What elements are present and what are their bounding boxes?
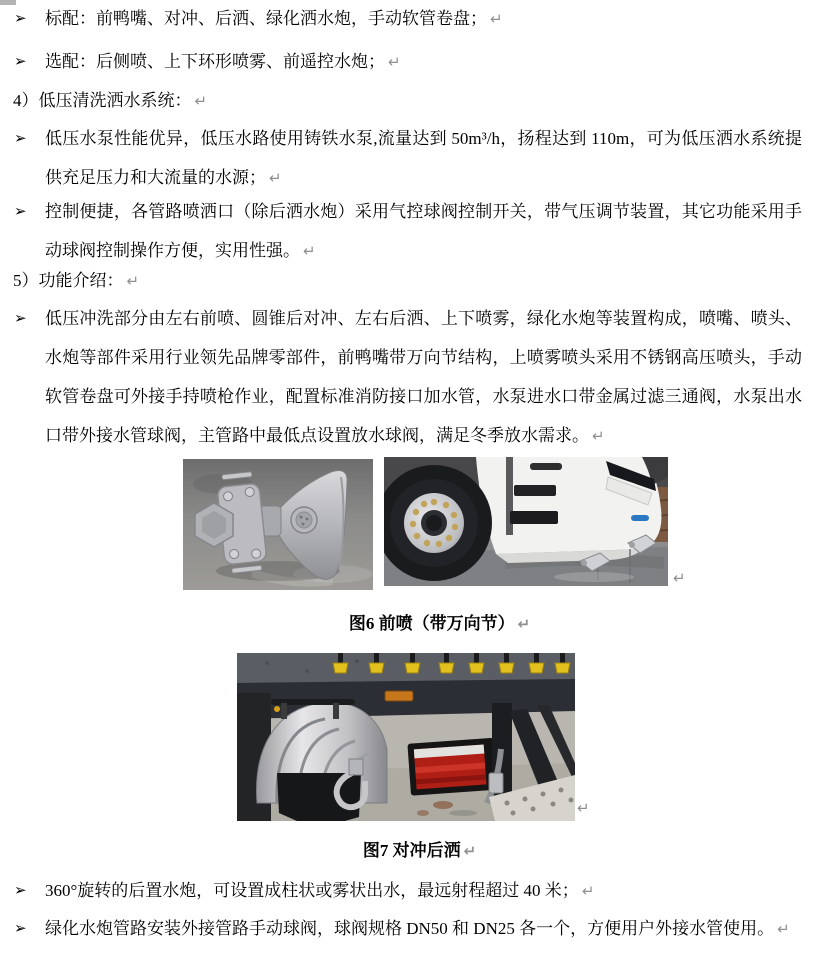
bullet-arrow-icon: ➢ — [14, 129, 27, 147]
bullet-item-washing-description — [0, 299, 819, 456]
bullet-item-control-convenience — [0, 192, 819, 271]
paragraph-text: 低压冲洗部分由左右前喷、圆锥后对冲、左右后洒、上下喷雾，绿化水炮等装置构成，喷嘴、喷头、水炮等部件采用行业领先品牌零部件，前鸭嘴带万向节结构，上喷雾喷头采用不锈钢高压喷头，手动软管卷盘可外接手持喷枪作业，配置标准消防接口加水管，水泵进水口带金属过滤三通阀，水泵出水口带外接水管球阀，主管路中最低点设置放水球阀，满足冬季放水需求。 — [45, 309, 802, 445]
bullet-arrow-icon: ➢ — [14, 202, 27, 220]
paragraph-mark-icon: ↵ — [581, 882, 595, 900]
bullet-item-standard-config — [0, 0, 819, 39]
section-heading-5 — [13, 261, 803, 301]
paragraph-text: 控制便捷，各管路喷洒口（除后洒水炮）采用气控球阀控制开关，带气压调节装置，其它功能采用手动球阀控制操作方便，实用性强。 — [45, 202, 802, 260]
paragraph-text: 低压水泵性能优异，低压水路使用铸铁水泵,流量达到 50m³/h，扬程达到 110m，可为低压洒水系统提供充足压力和大流量的水源； — [45, 129, 802, 187]
paragraph-mark-icon: ↵ — [194, 92, 208, 110]
figure6-caption — [30, 611, 819, 637]
paragraph-mark-icon: ↵ — [463, 842, 477, 860]
paragraph-mark-icon: ↵ — [388, 53, 401, 71]
figure7-rear-chassis-photo — [237, 653, 575, 821]
paragraph-mark-icon: ↵ — [303, 242, 316, 260]
bullet-arrow-icon: ➢ — [14, 52, 27, 70]
paragraph-text: 360°旋转的后置水炮，可设置成柱状或雾状出水，最远射程超过 40 米； — [45, 881, 579, 900]
paragraph-text: 选配：后侧喷、上下环形喷雾、前遥控水炮； — [45, 52, 385, 71]
section-heading-4 — [13, 81, 803, 121]
paragraph-mark-icon: ↵ — [577, 799, 590, 817]
paragraph-mark-icon: ↵ — [490, 10, 503, 28]
paragraph-mark-icon: ↵ — [269, 169, 282, 187]
bullet-item-ball-valves — [0, 909, 819, 949]
caption-text: 图6 前喷（带万向节） — [348, 614, 515, 633]
paragraph-mark-icon: ↵ — [673, 569, 686, 587]
bullet-arrow-icon: ➢ — [14, 9, 27, 27]
figure6-duckbill-nozzle-photo — [183, 459, 373, 590]
paragraph-mark-icon: ↵ — [126, 272, 140, 290]
paragraph-mark-icon: ↵ — [592, 427, 605, 445]
figure7-caption — [10, 838, 819, 864]
heading-text: 5）功能介绍： — [13, 271, 124, 290]
paragraph-mark-icon: ↵ — [777, 920, 790, 938]
bullet-arrow-icon: ➢ — [14, 309, 27, 327]
bullet-item-pump-performance — [0, 119, 819, 198]
bullet-arrow-icon: ➢ — [14, 919, 27, 937]
caption-text: 图7 对冲后洒 — [362, 841, 461, 860]
paragraph-mark-icon: ↵ — [517, 615, 531, 633]
bullet-item-optional-config — [0, 42, 819, 82]
bullet-arrow-icon: ➢ — [14, 881, 27, 899]
paragraph-text: 绿化水炮管路安装外接管路手动球阀，球阀规格 DN50 和 DN25 各一个，方便用户外接水管使用。 — [45, 919, 775, 938]
paragraph-text: 标配：前鸭嘴、对冲、后洒、绿化洒水炮，手动软管卷盘； — [45, 9, 487, 28]
bullet-item-rear-cannon — [0, 871, 819, 911]
figure6-truck-front-nozzles-photo — [384, 457, 668, 586]
heading-text: 4）低压清洗洒水系统： — [13, 91, 192, 110]
